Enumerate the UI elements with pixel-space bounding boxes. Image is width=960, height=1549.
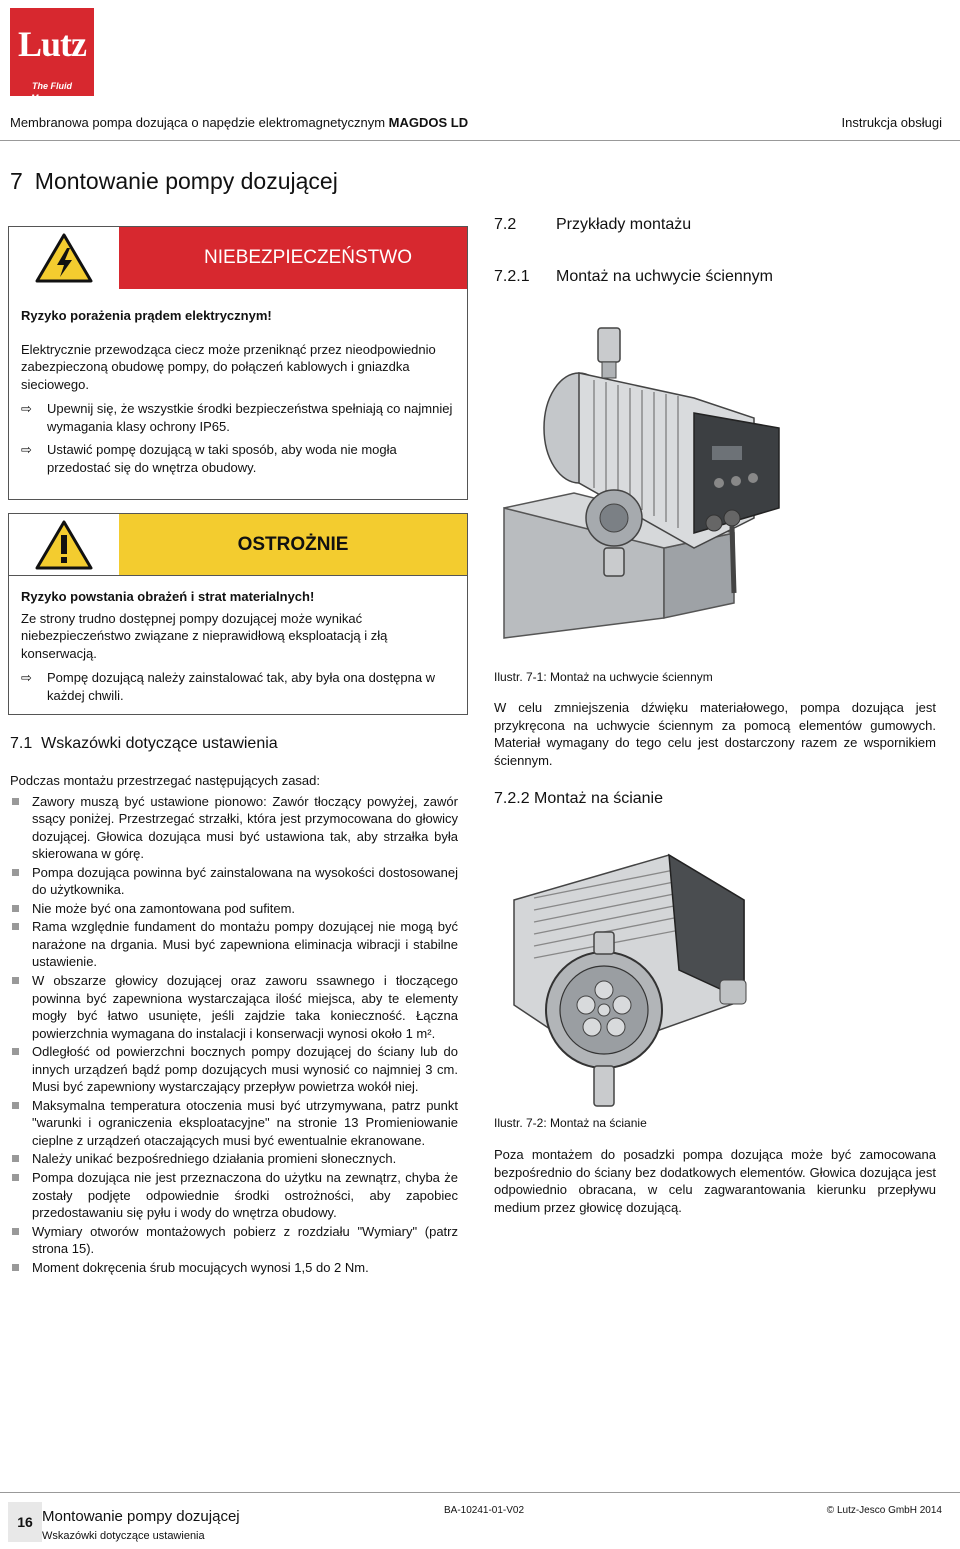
danger-text: Elektrycznie przewodząca ciecz może przeniknąć przez nieodpowiednio zabezpieczoną obudowę pompy, do połączeń kablowych i gniazdka sieciowego. [21, 341, 436, 392]
wall-bracket-text: W celu zmniejszenia dźwięku materiałowego, pompa dozująca jest przykręcona na uchwycie ściennym za pomocą elementów gumowych. Materiał wymagany do tego celu jest dostarczony razem ze wspornikiem ściennym. [494, 700, 936, 768]
footer-copyright: © Lutz-Jesco GmbH 2014 [826, 1505, 942, 1516]
section-title: Montowanie pompy dozującej [34, 168, 338, 194]
caution-box [8, 513, 468, 715]
danger-action [21, 400, 455, 435]
footer-doc-number: BA-10241-01-V02 [444, 1505, 525, 1516]
subsection-72-title: Przykłady montażu [556, 216, 692, 233]
arrow-right-icon: ⇨ [21, 442, 32, 458]
wall-mount-text: Poza montażem do posadzki pompa dozująca może być zamocowana bezpośrednio do ściany bez dodatkowych elementów. Głowica dozująca jest odpowiednio obracana, w celu zagwarantowania kierunku przepływu medium przez głowicę dozującą. [494, 1147, 936, 1215]
footer-subtitle: Wskazówki dotyczące ustawienia [42, 1530, 205, 1542]
subsection-71-number: 7.1 [10, 735, 33, 752]
list-item: Rama względnie fundament do montażu pompy dozującej nie mogą być narażone na drgania. Musi być zapewniona eliminacja wibracji i stabilne ustawienie. [10, 918, 458, 971]
subsection-72-number: 7.2 [494, 216, 517, 233]
caution-box-header [9, 514, 467, 576]
caution-action [21, 669, 455, 704]
list-item: Należy unikać bezpośredniego działania promieni słonecznych. [10, 1150, 458, 1168]
subsection-721-number: 7.2.1 [494, 268, 530, 285]
lutz-logo [10, 8, 94, 104]
logo-tagline: The Fluid Managers [30, 81, 74, 104]
caution-text: Ze strony trudno dostępnej pompy dozującej może wynikać niebezpieczeństwo związane z nieprawidłową eksploatacją i złą konserwacją. [21, 610, 388, 661]
list-item: W obszarze głowicy dozującej oraz zaworu ssawnego i tłoczącego powinna być zapewniona wystarczająca ilość miejsca, aby te elementy mogły być łatwo usunięte, jeśli zajdzie taka konieczność. Łączna powierzchnia wymagana do instalacji i konserwacji wynosi około 1 m². [10, 972, 458, 1042]
list-item: Maksymalna temperatura otoczenia musi być utrzymywana, patrz punkt "warunki i ograniczenia eksploatacyjne" na stronie 13 Promieniowanie cieplne z urządzeń otaczających musi być ewentualnie ekranowane. [10, 1097, 458, 1150]
list-item: Odległość od powierzchni bocznych pompy dozującej do ściany lub do innych urządzeń bądź pomp dozujących musi wynosić co najmniej 3 cm. Musi być zapewniony wystarczający przepływ powietrza wokół niej. [10, 1043, 458, 1096]
header-product-name: MAGDOS LD [388, 115, 469, 130]
rules-intro: Podczas montażu przestrzegać następujących zasad: [10, 773, 321, 788]
danger-action-text: Upewnij się, że wszystkie środki bezpieczeństwa spełniają co najmniej wymagania klasy ochrony IP65. [47, 401, 453, 434]
subsection-721-title: Montaż na uchwycie ściennym [556, 268, 773, 285]
danger-action-text: Ustawić pompę dozującą w taki sposób, aby woda nie mogła przedostać się do wnętrza obudowy. [47, 442, 397, 475]
list-item: Nie może być ona zamontowana pod sufitem. [10, 900, 458, 918]
arrow-right-icon: ⇨ [21, 401, 32, 417]
electric-hazard-icon [9, 227, 119, 289]
caution-action-text: Pompę dozującą należy zainstalować tak, aby była ona dostępna w każdej chwili. [47, 670, 436, 703]
caution-box-body [9, 576, 467, 714]
arrow-right-icon: ⇨ [21, 670, 32, 686]
subsection-722-heading [494, 788, 663, 810]
logo-wordmark: Lutz [18, 24, 86, 64]
list-item: Pompa dozująca powinna być zainstalowana na wysokości dostosowanej do użytkownika. [10, 864, 458, 899]
subsection-72-heading [494, 214, 691, 236]
installation-rules [10, 772, 458, 1277]
footer-title: Montowanie pompy dozującej [42, 1508, 240, 1525]
list-item: Pompa dozująca nie jest przeznaczona do użytku na zewnątrz, chyba że zostały podjęte odpowiednie środki ostrożności, aby zapobiec przedostawaniu się pyłu i wody do wnętrza obudowy. [10, 1169, 458, 1222]
subsection-722-number: 7.2.2 [494, 790, 530, 807]
warning-icon [9, 514, 119, 575]
figure-1-caption: Ilustr. 7-1: Montaż na uchwycie ściennym [494, 670, 713, 684]
subsection-722-title: Montaż na ścianie [534, 790, 664, 807]
danger-label: NIEBEZPIECZEŃSTWO [119, 227, 467, 289]
header-divider [0, 140, 960, 141]
danger-box-header [9, 227, 467, 289]
list-item: Moment dokręcenia śrub mocujących wynosi 1,5 do 2 Nm. [10, 1259, 458, 1277]
figure-wall-bracket-pump [494, 318, 794, 658]
subsection-71-heading [10, 733, 278, 755]
header-product [10, 114, 468, 132]
section-heading [10, 166, 338, 197]
list-item: Wymiary otworów montażowych pobierz z rozdziału "Wymiary" (patrz strona 15). [10, 1223, 458, 1258]
footer-divider [0, 1492, 960, 1493]
danger-title: Ryzyko porażenia prądem elektrycznym! [21, 308, 272, 323]
caution-label: OSTROŻNIE [119, 514, 467, 575]
figure-wall-mount-pump [494, 840, 764, 1110]
header-product-prefix: Membranowa pompa dozująca o napędzie elektromagnetycznym [10, 115, 386, 130]
caution-title: Ryzyko powstania obrażeń i strat materialnych! [21, 589, 315, 604]
figure-2-caption: Ilustr. 7-2: Montaż na ścianie [494, 1116, 647, 1130]
subsection-721-heading [494, 266, 773, 288]
danger-action [21, 441, 455, 476]
subsection-71-title: Wskazówki dotyczące ustawienia [41, 735, 278, 752]
rules-list [10, 793, 458, 1277]
header-doc-type: Instrukcja obsługi [841, 115, 942, 130]
danger-box-body [9, 289, 467, 499]
list-item: Zawory muszą być ustawione pionowo: Zawór tłoczący powyżej, zawór ssący poniżej. Przestrzegać strzałki, która jest przymocowana do głowicy dozującej. Głowica dozująca musi być ustawiona tak, aby strzałka była skierowana w górę. [10, 793, 458, 863]
section-number: 7 [10, 168, 23, 194]
danger-box [8, 226, 468, 500]
page-number: 16 [8, 1502, 42, 1542]
